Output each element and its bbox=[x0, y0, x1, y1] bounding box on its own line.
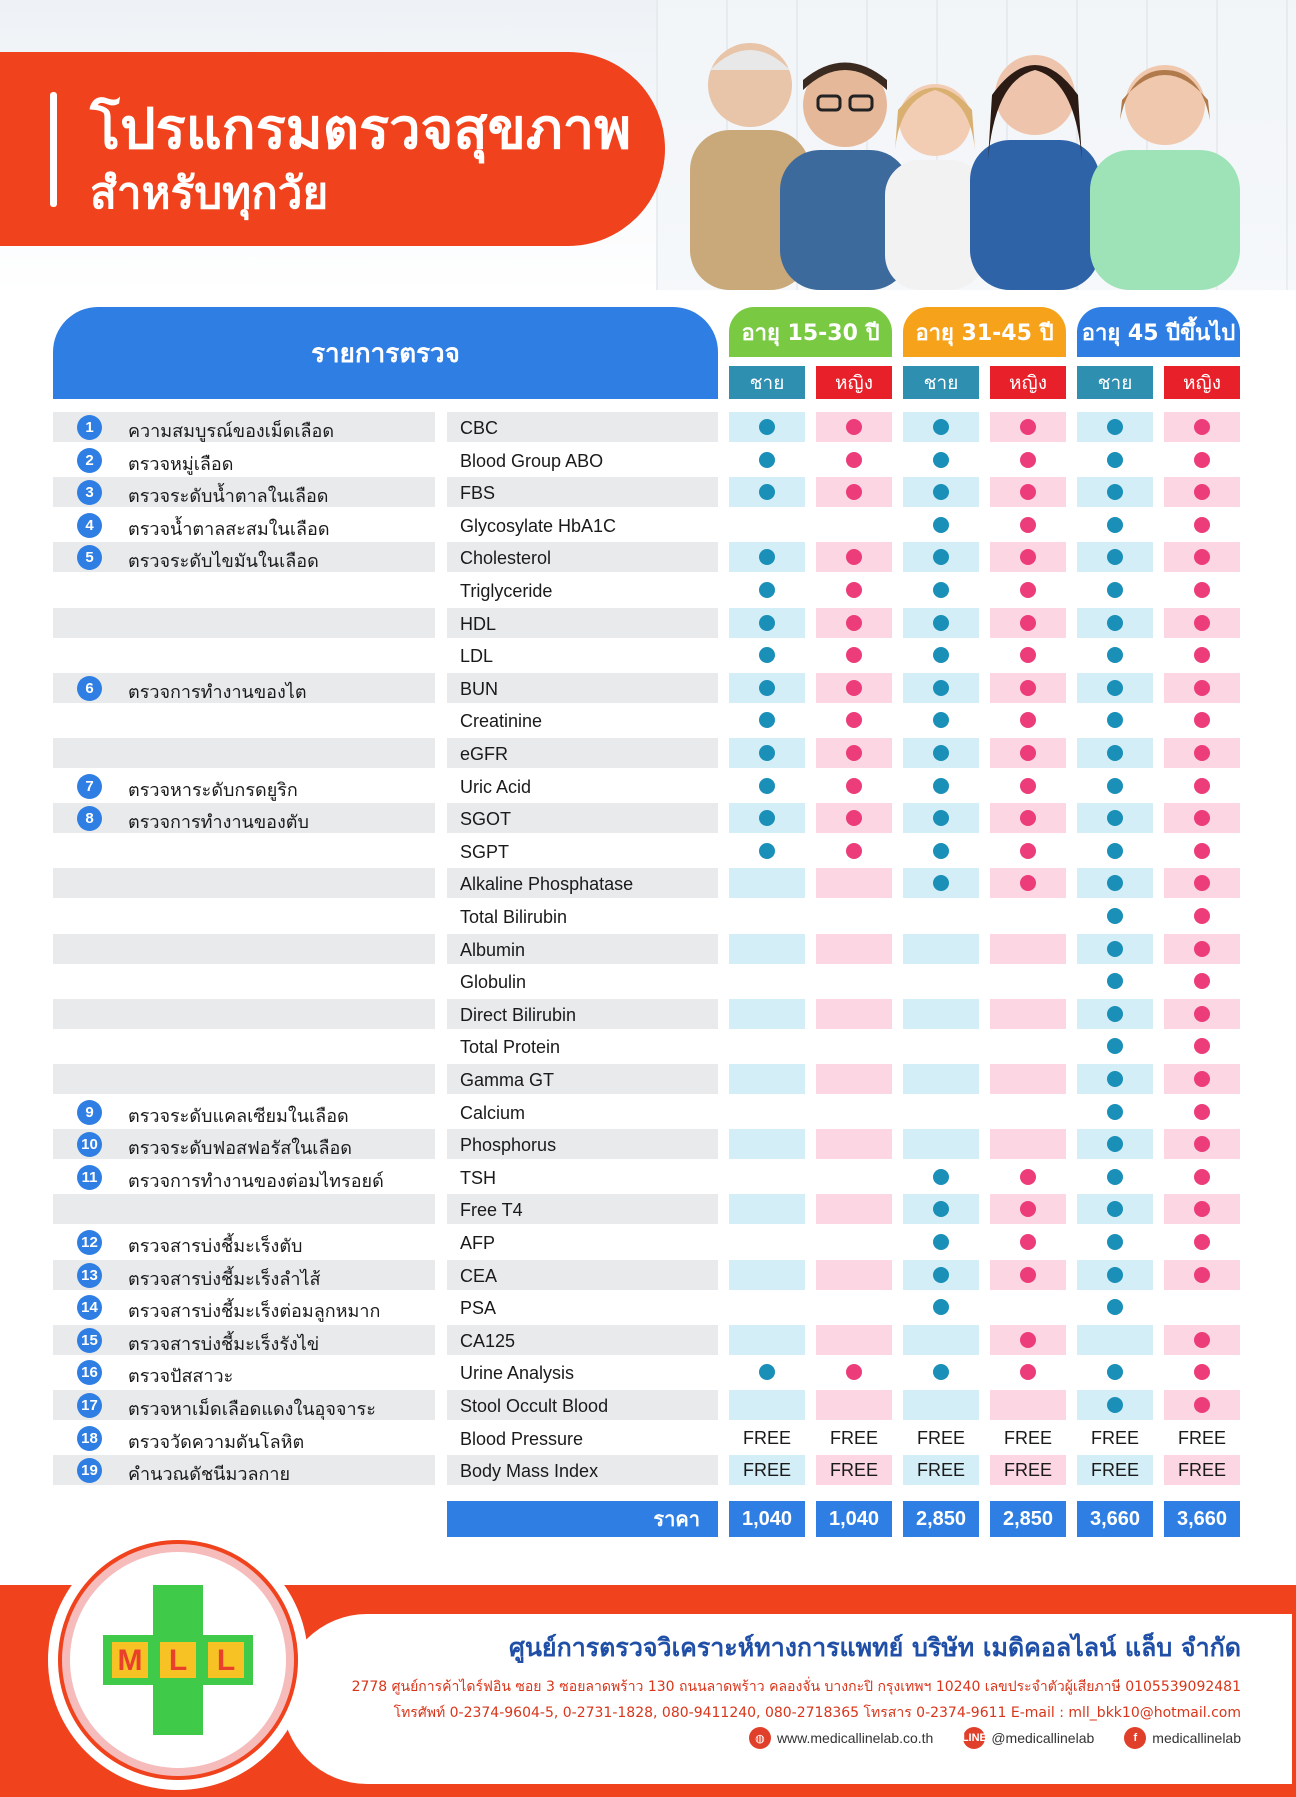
male-included-dot bbox=[759, 712, 775, 728]
male-included-dot bbox=[1107, 452, 1123, 468]
row-thai-label: ตรวจสารบ่งชี้มะเร็งต่อมลูกหมาก bbox=[128, 1301, 381, 1323]
female-header: หญิง bbox=[816, 366, 892, 399]
female-included-dot bbox=[1020, 778, 1036, 794]
price-label: ราคา bbox=[447, 1501, 718, 1537]
female-included-dot bbox=[1194, 745, 1210, 761]
free-label: FREE bbox=[1090, 1427, 1139, 1448]
female-included-dot bbox=[1194, 941, 1210, 957]
page-title: โปรแกรมตรวจสุขภาพ bbox=[90, 97, 632, 162]
table-row bbox=[0, 1423, 1296, 1456]
male-included-dot bbox=[1107, 1169, 1123, 1185]
row-test-name: Uric Acid bbox=[460, 776, 532, 797]
male-included-dot bbox=[933, 452, 949, 468]
table-row bbox=[0, 999, 1296, 1032]
male-included-dot bbox=[1107, 680, 1123, 696]
row-test-name: Body Mass Index bbox=[460, 1461, 599, 1482]
row-number: 8 bbox=[77, 806, 102, 831]
table-row bbox=[0, 836, 1296, 869]
row-thai-label: ตรวจสารบ่งชี้มะเร็งตับ bbox=[128, 1236, 303, 1257]
company-phone: โทรศัพท์ 0-2374-9604-5, 0-2731-1828, 080-9411240, 080-2718365 โทรสาร 0-2374-9611 E-mail : mll_bkk10@hotmail.com bbox=[393, 1705, 1241, 1721]
male-included-dot bbox=[933, 1299, 949, 1315]
age-group-header: อายุ 31-45 ปี bbox=[903, 307, 1066, 357]
row-number: 10 bbox=[77, 1132, 102, 1157]
row-thai-label: ตรวจปัสสาวะ bbox=[128, 1366, 234, 1388]
row-test-name: Glycosylate HbA1C bbox=[460, 515, 617, 536]
male-included-dot bbox=[1107, 1267, 1123, 1283]
female-included-dot bbox=[1194, 1397, 1210, 1413]
row-test-name: Globulin bbox=[460, 972, 527, 993]
table-row bbox=[0, 803, 1296, 836]
free-label: FREE bbox=[829, 1427, 878, 1448]
title-accent-bar bbox=[50, 92, 57, 207]
row-test-name: SGPT bbox=[460, 841, 510, 862]
row-number: 6 bbox=[77, 676, 102, 701]
website-link[interactable]: www.medicallinelab.co.th bbox=[776, 1730, 934, 1746]
column-band bbox=[903, 1064, 979, 1094]
column-band bbox=[816, 1390, 892, 1420]
male-header: ชาย bbox=[1077, 366, 1153, 399]
table-row bbox=[0, 1031, 1296, 1064]
table-row bbox=[0, 510, 1296, 543]
male-included-dot bbox=[933, 1169, 949, 1185]
row-thai-label: ตรวจการทำงานของต่อมไทรอยด์ bbox=[128, 1170, 384, 1192]
company-name: ศูนย์การตรวจวิเคราะห์ทางการแพทย์ บริษัท เมดิคอลไลน์ แล็บ จำกัด bbox=[508, 1633, 1241, 1662]
row-test-name: Creatinine bbox=[460, 711, 543, 732]
row-thai-label: ตรวจน้ำตาลสะสมในเลือด bbox=[128, 518, 330, 540]
female-included-dot bbox=[846, 582, 862, 598]
row-thai-label: ตรวจระดับฟอสฟอรัสในเลือด bbox=[128, 1138, 352, 1160]
row-band bbox=[53, 738, 435, 768]
free-label: FREE bbox=[742, 1427, 791, 1448]
male-included-dot bbox=[759, 843, 775, 859]
age-group-header: อายุ 15-30 ปี bbox=[729, 307, 892, 357]
table-row bbox=[0, 868, 1296, 901]
female-included-dot bbox=[1194, 1104, 1210, 1120]
female-included-dot bbox=[1020, 712, 1036, 728]
column-band bbox=[816, 1194, 892, 1224]
age-group-header: อายุ 45 ปีขึ้นไป bbox=[1077, 307, 1240, 357]
free-label: FREE bbox=[1003, 1427, 1052, 1448]
free-label: FREE bbox=[1177, 1427, 1226, 1448]
female-included-dot bbox=[1020, 615, 1036, 631]
row-thai-label: ตรวจสารบ่งชี้มะเร็งรังไข่ bbox=[128, 1333, 320, 1355]
line-id[interactable]: @medicallinelab bbox=[991, 1730, 1095, 1746]
row-number: 3 bbox=[77, 480, 102, 505]
column-band bbox=[729, 934, 805, 964]
male-included-dot bbox=[933, 1234, 949, 1250]
free-label: FREE bbox=[916, 1460, 965, 1481]
male-included-dot bbox=[1107, 1397, 1123, 1413]
table-row bbox=[0, 705, 1296, 738]
row-number: 17 bbox=[77, 1393, 102, 1418]
globe-icon: ◍ bbox=[749, 1727, 771, 1749]
row-test-name: Alkaline Phosphatase bbox=[460, 874, 634, 895]
female-included-dot bbox=[1194, 1267, 1210, 1283]
column-band bbox=[729, 1325, 805, 1355]
male-included-dot bbox=[933, 582, 949, 598]
row-thai-label: ตรวจหาเม็ดเลือดแดงในอุจจาระ bbox=[128, 1399, 376, 1420]
row-band bbox=[53, 999, 435, 1029]
male-header: ชาย bbox=[729, 366, 805, 399]
male-included-dot bbox=[759, 778, 775, 794]
female-included-dot bbox=[1194, 452, 1210, 468]
table-row bbox=[0, 640, 1296, 673]
line-icon: LINE bbox=[963, 1727, 985, 1749]
female-included-dot bbox=[1194, 615, 1210, 631]
male-included-dot bbox=[759, 745, 775, 761]
male-included-dot bbox=[933, 517, 949, 533]
row-test-name: Phosphorus bbox=[460, 1135, 557, 1156]
table-row bbox=[0, 1357, 1296, 1390]
column-band bbox=[816, 999, 892, 1029]
female-included-dot bbox=[1194, 1071, 1210, 1087]
female-header: หญิง bbox=[990, 366, 1066, 399]
male-included-dot bbox=[1107, 908, 1123, 924]
column-band bbox=[990, 934, 1066, 964]
row-test-name: AFP bbox=[460, 1233, 496, 1253]
female-included-dot bbox=[1194, 843, 1210, 859]
page-subtitle: สำหรับทุกวัย bbox=[90, 168, 329, 219]
female-included-dot bbox=[1020, 1234, 1036, 1250]
price-value: 3,660 bbox=[1164, 1501, 1240, 1537]
price-value: 1,040 bbox=[816, 1501, 892, 1537]
male-included-dot bbox=[1107, 615, 1123, 631]
column-band bbox=[816, 1064, 892, 1094]
column-band bbox=[990, 1390, 1066, 1420]
row-test-name: Cholesterol bbox=[460, 548, 552, 569]
row-test-name: eGFR bbox=[460, 744, 509, 764]
female-included-dot bbox=[1020, 647, 1036, 663]
male-included-dot bbox=[933, 615, 949, 631]
row-test-name: Free T4 bbox=[460, 1200, 523, 1221]
column-band bbox=[990, 1064, 1066, 1094]
female-included-dot bbox=[1020, 843, 1036, 859]
table-row bbox=[0, 1194, 1296, 1227]
table-row bbox=[0, 771, 1296, 804]
female-included-dot bbox=[1020, 1332, 1036, 1348]
row-test-name: HDL bbox=[460, 613, 497, 634]
facebook-icon: f bbox=[1124, 1727, 1146, 1749]
row-band bbox=[53, 934, 435, 964]
male-included-dot bbox=[1107, 745, 1123, 761]
row-thai-label: คำนวณดัชนีมวลกาย bbox=[128, 1464, 291, 1486]
row-band bbox=[53, 1064, 435, 1094]
male-included-dot bbox=[1107, 1364, 1123, 1380]
male-included-dot bbox=[759, 419, 775, 435]
column-band bbox=[729, 1390, 805, 1420]
logo-letter-l2: L bbox=[216, 1644, 236, 1677]
column-band bbox=[729, 1194, 805, 1224]
family-photo bbox=[670, 10, 1296, 290]
row-number: 9 bbox=[77, 1100, 102, 1125]
row-test-name: Blood Group ABO bbox=[460, 450, 604, 471]
female-included-dot bbox=[1194, 778, 1210, 794]
row-thai-label: ตรวจสารบ่งชี้มะเร็งลำไส้ bbox=[128, 1268, 321, 1290]
row-thai-label: ตรวจระดับน้ำตาลในเลือด bbox=[128, 486, 329, 508]
row-thai-label: ตรวจการทำงานของตับ bbox=[128, 812, 309, 834]
male-included-dot bbox=[1107, 1071, 1123, 1087]
row-test-name: Albumin bbox=[460, 939, 526, 960]
row-number: 13 bbox=[77, 1263, 102, 1288]
male-included-dot bbox=[1107, 843, 1123, 859]
male-included-dot bbox=[1107, 419, 1123, 435]
row-number: 19 bbox=[77, 1458, 102, 1483]
male-included-dot bbox=[759, 1364, 775, 1380]
male-header: ชาย bbox=[903, 366, 979, 399]
mll-logo bbox=[98, 1580, 258, 1740]
column-band bbox=[816, 1260, 892, 1290]
row-thai-label: ตรวจการทำงานของไต bbox=[128, 681, 307, 703]
female-included-dot bbox=[846, 647, 862, 663]
female-included-dot bbox=[1020, 745, 1036, 761]
column-band bbox=[903, 1129, 979, 1159]
male-included-dot bbox=[1107, 778, 1123, 794]
female-included-dot bbox=[1020, 1267, 1036, 1283]
contact-bar bbox=[749, 1727, 1241, 1749]
male-included-dot bbox=[933, 778, 949, 794]
header bbox=[0, 0, 1296, 290]
female-included-dot bbox=[846, 452, 862, 468]
column-band bbox=[1077, 1325, 1153, 1355]
row-test-name: BUN bbox=[460, 678, 499, 699]
row-test-name: Direct Bilirubin bbox=[460, 1004, 577, 1025]
male-included-dot bbox=[759, 680, 775, 696]
row-number: 14 bbox=[77, 1295, 102, 1320]
column-band bbox=[903, 934, 979, 964]
male-included-dot bbox=[933, 419, 949, 435]
row-test-name: Stool Occult Blood bbox=[460, 1396, 609, 1416]
row-test-name: Triglyceride bbox=[460, 581, 553, 601]
free-label: FREE bbox=[1090, 1460, 1139, 1481]
column-band bbox=[990, 999, 1066, 1029]
female-included-dot bbox=[846, 680, 862, 696]
female-included-dot bbox=[846, 615, 862, 631]
column-band bbox=[729, 868, 805, 898]
female-included-dot bbox=[846, 419, 862, 435]
column-band bbox=[729, 1260, 805, 1290]
table-row bbox=[0, 901, 1296, 934]
row-band bbox=[53, 868, 435, 898]
free-label: FREE bbox=[1003, 1460, 1052, 1481]
row-test-name: Gamma GT bbox=[460, 1070, 555, 1090]
list-header-label: รายการตรวจ bbox=[311, 338, 460, 369]
table-row bbox=[0, 1097, 1296, 1130]
female-included-dot bbox=[1020, 1364, 1036, 1380]
logo-letter-m: M bbox=[117, 1644, 143, 1677]
row-number: 12 bbox=[77, 1230, 102, 1255]
company-address: 2778 ศูนย์การค้าไดร์ฟอิน ซอย 3 ซอยลาดพร้าว 130 ถนนลาดพร้าว คลองจั่น บางกะปิ กรุงเทพฯ 10240 เลขประจำตัวผู้เสียภาษี 0105539092481 bbox=[351, 1679, 1241, 1695]
table-row bbox=[0, 738, 1296, 771]
female-included-dot bbox=[1020, 680, 1036, 696]
female-included-dot bbox=[1194, 1234, 1210, 1250]
male-included-dot bbox=[933, 1364, 949, 1380]
female-included-dot bbox=[846, 745, 862, 761]
row-band bbox=[53, 1194, 435, 1224]
row-number: 16 bbox=[77, 1360, 102, 1385]
row-number: 7 bbox=[77, 774, 102, 799]
female-header: หญิง bbox=[1164, 366, 1240, 399]
table-row bbox=[0, 1162, 1296, 1195]
row-thai-label: ความสมบูรณ์ของเม็ดเลือด bbox=[128, 421, 335, 442]
female-included-dot bbox=[1194, 647, 1210, 663]
free-label: FREE bbox=[742, 1460, 791, 1481]
table-row bbox=[0, 542, 1296, 575]
male-included-dot bbox=[933, 647, 949, 663]
male-included-dot bbox=[1107, 941, 1123, 957]
male-included-dot bbox=[1107, 973, 1123, 989]
column-band bbox=[729, 1064, 805, 1094]
row-test-name: CEA bbox=[460, 1265, 498, 1286]
column-band bbox=[990, 1129, 1066, 1159]
row-test-name: Total Bilirubin bbox=[460, 907, 568, 927]
female-included-dot bbox=[1194, 1169, 1210, 1185]
column-band bbox=[729, 1129, 805, 1159]
price-value: 2,850 bbox=[990, 1501, 1066, 1537]
female-included-dot bbox=[1020, 419, 1036, 435]
female-included-dot bbox=[1020, 582, 1036, 598]
female-included-dot bbox=[846, 843, 862, 859]
row-thai-label: ตรวจระดับไขมันในเลือด bbox=[128, 551, 319, 573]
row-number: 15 bbox=[77, 1328, 102, 1353]
male-included-dot bbox=[933, 712, 949, 728]
column-band bbox=[903, 999, 979, 1029]
table-row bbox=[0, 966, 1296, 999]
row-thai-label: ตรวจวัดความดันโลหิต bbox=[128, 1431, 305, 1453]
free-label: FREE bbox=[1177, 1460, 1226, 1481]
column-band bbox=[903, 1325, 979, 1355]
row-band bbox=[53, 608, 435, 638]
free-label: FREE bbox=[916, 1427, 965, 1448]
female-included-dot bbox=[1194, 582, 1210, 598]
female-included-dot bbox=[1194, 908, 1210, 924]
table-row bbox=[0, 412, 1296, 445]
table-row bbox=[0, 1292, 1296, 1325]
male-included-dot bbox=[933, 745, 949, 761]
row-test-name: LDL bbox=[460, 646, 494, 667]
male-included-dot bbox=[933, 1267, 949, 1283]
table-row bbox=[0, 1129, 1296, 1162]
male-included-dot bbox=[1107, 517, 1123, 533]
female-included-dot bbox=[1194, 517, 1210, 533]
row-number: 4 bbox=[77, 513, 102, 538]
female-included-dot bbox=[1194, 419, 1210, 435]
female-included-dot bbox=[1194, 680, 1210, 696]
row-number: 5 bbox=[77, 545, 102, 570]
price-value: 3,660 bbox=[1077, 1501, 1153, 1537]
list-header bbox=[53, 307, 718, 399]
row-test-name: Urine Analysis bbox=[460, 1363, 575, 1384]
male-included-dot bbox=[1107, 582, 1123, 598]
female-included-dot bbox=[1020, 452, 1036, 468]
female-included-dot bbox=[1194, 1364, 1210, 1380]
row-thai-label: ตรวจหมู่เลือด bbox=[128, 453, 234, 475]
male-included-dot bbox=[933, 843, 949, 859]
row-number: 1 bbox=[77, 415, 102, 440]
female-included-dot bbox=[1194, 1038, 1210, 1054]
row-test-name: Total Protein bbox=[460, 1037, 561, 1058]
table-row bbox=[0, 1227, 1296, 1260]
row-thai-label: ตรวจระดับแคลเซียมในเลือด bbox=[128, 1105, 349, 1127]
row-test-name: PSA bbox=[460, 1298, 497, 1319]
female-included-dot bbox=[1194, 973, 1210, 989]
male-included-dot bbox=[933, 680, 949, 696]
row-thai-label: ตรวจหาระดับกรดยูริก bbox=[128, 779, 298, 801]
female-included-dot bbox=[1020, 1169, 1036, 1185]
free-label: FREE bbox=[829, 1460, 878, 1481]
male-included-dot bbox=[1107, 647, 1123, 663]
male-included-dot bbox=[1107, 1234, 1123, 1250]
female-included-dot bbox=[1194, 1332, 1210, 1348]
male-included-dot bbox=[1107, 1299, 1123, 1315]
male-included-dot bbox=[759, 647, 775, 663]
male-included-dot bbox=[759, 582, 775, 598]
column-band bbox=[816, 1129, 892, 1159]
row-test-name: Calcium bbox=[460, 1102, 526, 1123]
male-included-dot bbox=[1107, 1104, 1123, 1120]
table-row bbox=[0, 1064, 1296, 1097]
female-included-dot bbox=[1020, 517, 1036, 533]
male-included-dot bbox=[1107, 1038, 1123, 1054]
female-included-dot bbox=[1194, 712, 1210, 728]
table-row bbox=[0, 1325, 1296, 1358]
female-included-dot bbox=[846, 712, 862, 728]
price-value: 1,040 bbox=[729, 1501, 805, 1537]
row-test-name: CA125 bbox=[460, 1330, 516, 1351]
column-band bbox=[903, 1390, 979, 1420]
row-number: 18 bbox=[77, 1426, 102, 1451]
row-test-name: CBC bbox=[460, 418, 499, 438]
table-row bbox=[0, 673, 1296, 706]
male-included-dot bbox=[1107, 712, 1123, 728]
table-row bbox=[0, 477, 1296, 510]
table-row bbox=[0, 1260, 1296, 1293]
facebook-link[interactable]: medicallinelab bbox=[1152, 1730, 1241, 1746]
female-included-dot bbox=[846, 1364, 862, 1380]
male-included-dot bbox=[759, 615, 775, 631]
column-band bbox=[816, 934, 892, 964]
table-row bbox=[0, 608, 1296, 641]
row-number: 2 bbox=[77, 448, 102, 473]
row-number: 11 bbox=[77, 1165, 102, 1190]
female-included-dot bbox=[1194, 1006, 1210, 1022]
male-included-dot bbox=[1107, 1006, 1123, 1022]
table-row bbox=[0, 934, 1296, 967]
female-included-dot bbox=[846, 778, 862, 794]
logo-letter-l1: L bbox=[168, 1644, 188, 1677]
row-test-name: SGOT bbox=[460, 809, 512, 830]
table-row bbox=[0, 1455, 1296, 1488]
column-band bbox=[729, 999, 805, 1029]
row-test-name: Blood Pressure bbox=[460, 1428, 584, 1449]
row-test-name: TSH bbox=[460, 1167, 496, 1188]
table-row bbox=[0, 575, 1296, 608]
row-test-name: FBS bbox=[460, 483, 496, 504]
column-band bbox=[816, 868, 892, 898]
table-row bbox=[0, 445, 1296, 478]
male-included-dot bbox=[759, 452, 775, 468]
column-band bbox=[816, 1325, 892, 1355]
table-row bbox=[0, 1390, 1296, 1423]
price-value: 2,850 bbox=[903, 1501, 979, 1537]
